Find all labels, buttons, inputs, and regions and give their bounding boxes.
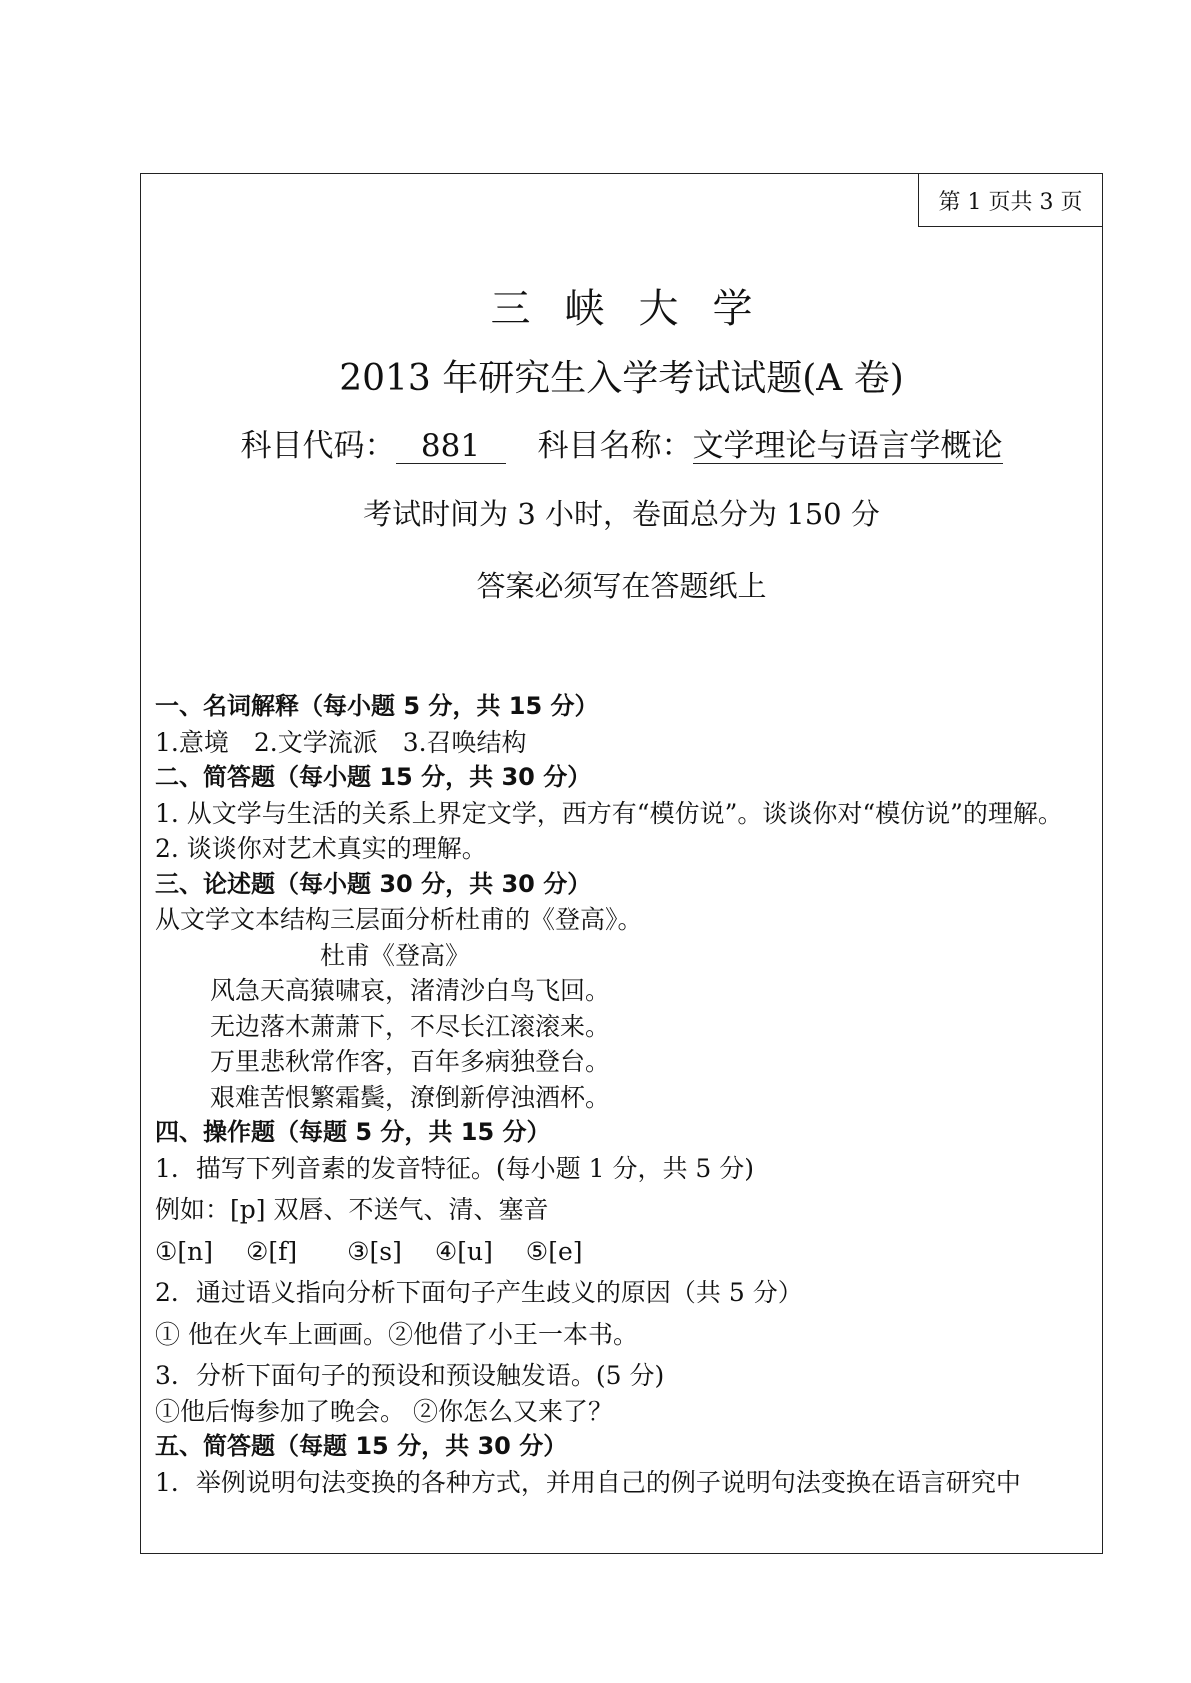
poem-title: 杜甫《登高》 bbox=[320, 940, 471, 970]
section-2-question-1: 1. 从文学与生活的关系上界定文学，西方有“模仿说”。谈谈你对“模仿说”的理解。 bbox=[155, 798, 1063, 828]
poem-line: 无边落木萧萧下，不尽长江滚滚来。 bbox=[210, 1011, 611, 1041]
section-4-question-2-items: ① 他在火车上画画。②他借了小王一本书。 bbox=[155, 1319, 638, 1349]
section-5-question-1: 1．举例说明句法变换的各种方式，并用自己的例子说明句法变换在语言研究中 bbox=[155, 1467, 1021, 1497]
section-4-question-3: 3．分析下面句子的预设和预设触发语。(5 分) bbox=[155, 1361, 665, 1390]
subject-code-label: 科目代码： bbox=[240, 428, 396, 464]
exam-questions bbox=[155, 689, 1092, 1500]
exam-info: 考试时间为 3 小时，卷面总分为 150 分 bbox=[363, 497, 880, 531]
exam-title: 2013 年研究生入学考试试题(A 卷) bbox=[339, 358, 904, 399]
subject-name-label: 科目名称： bbox=[537, 428, 693, 464]
page-indicator: 第 1 页共 3 页 bbox=[918, 174, 1102, 227]
section-4-example: 例如：[p] 双唇、不送气、清、塞音 bbox=[155, 1195, 549, 1224]
section-1-heading: 一、名词解释（每小题 5 分，共 15 分） bbox=[155, 692, 599, 720]
section-2-question-2: 2. 谈谈你对艺术真实的理解。 bbox=[155, 834, 487, 863]
section-5-heading: 五、简答题（每题 15 分，共 30 分） bbox=[155, 1432, 568, 1460]
section-4-phonemes: ①[n] ②[f] ③[s] ④[u] ⑤[e] bbox=[155, 1236, 583, 1266]
poem-line: 艰难苦恨繁霜鬓，潦倒新停浊酒杯。 bbox=[210, 1082, 611, 1112]
section-4-question-3-items: ①他后悔参加了晚会。 ②你怎么又来了？ bbox=[155, 1396, 613, 1426]
poem-line: 风急天高猿啸哀，渚清沙白鸟飞回。 bbox=[210, 976, 611, 1005]
exam-page-frame bbox=[140, 173, 1103, 1554]
section-2-heading: 二、简答题（每小题 15 分，共 30 分） bbox=[155, 763, 592, 791]
subject-name: 文学理论与语言学概论 bbox=[692, 428, 1003, 464]
section-4-question-2: 2．通过语义指向分析下面句子产生歧义的原因（共 5 分） bbox=[155, 1278, 803, 1307]
section-3-heading: 三、论述题（每小题 30 分，共 30 分） bbox=[155, 869, 592, 898]
school-name: 三峡大学 bbox=[490, 286, 787, 332]
section-1-items: 1.意境 2.文学流派 3.召唤结构 bbox=[155, 727, 527, 757]
subject-code: 881 bbox=[396, 430, 506, 464]
section-4-heading: 四、操作题（每题 5 分，共 15 分） bbox=[155, 1118, 551, 1146]
answer-note: 答案必须写在答题纸上 bbox=[476, 569, 767, 603]
poem-line: 万里悲秋常作客，百年多病独登台。 bbox=[210, 1047, 611, 1076]
section-4-question-1: 1．描写下列音素的发音特征。(每小题 1 分，共 5 分) bbox=[155, 1153, 755, 1183]
subject-row bbox=[141, 420, 1102, 465]
section-3-question: 从文学文本结构三层面分析杜甫的《登高》。 bbox=[155, 905, 643, 934]
